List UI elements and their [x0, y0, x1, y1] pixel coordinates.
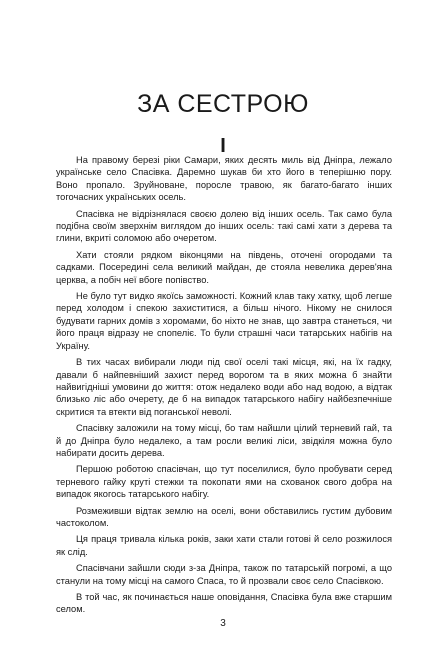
paragraph: Першою роботою спасівчан, що тут поселилися, було пробувати серед терневого гайку круті стежки та покопати ями на схованок свого добра на випадок якогось татарського набігу.: [56, 464, 392, 500]
paragraph: Розмеживши відтак землю на оселі, вони обставились густим дубовим частоколом.: [56, 505, 392, 528]
paragraph: Хати стояли рядком віконцями на південь, оточені огородами та садками. Посередині села великий майдан, де стояла невелика дерев'яна церква, а побіч неї вбоге попівство.: [56, 249, 392, 285]
paragraph: Спасівчани зайшли сюди з-за Дніпра, також по татарській погромі, а що станули на тому місці на самого Спаса, то й прозвали своє село Спасівкою.: [56, 563, 392, 586]
paragraph: Спасівку заложили на тому місці, бо там найшли цілий терневий гай, та й до Дніпра було недалеко, а там росли великі ліси, звідкіля можна було набирати досить дерева.: [56, 423, 392, 458]
paragraph: Не було тут видко якоїсь заможності. Кожний клав таку хатку, щоб легше перед холодом і спекою захиститися, а більш нічого. Нікому не снилося будувати гарних домів з хоромами, бо ніхто не знав, що завтра станеться, чи його праця відразу не спопеліє. То були страшні часи татарських набігів на Україну.: [56, 291, 392, 351]
paragraph: Спасівка не відрізнялася своєю долею від інших осель. Так само була подібна своїм зверхнім виглядом до інших осель: такі самі хати з дерева та глини, вкриті соломою або очеретом.: [56, 208, 392, 244]
paragraph: В тих часах вибирали люди під свої оселі такі місця, які, на їх гадку, давали б найпевніший захист перед ворогом та в яких можна б знайти найвигідніші умовини до життя: отож недалеко води або над водою, а відтак близько ліс або очерету, де б на випадок татарського набігу найбезпечніше скритися та втекти від поганської неволі.: [56, 357, 392, 417]
paragraph: В той час, як починається наше оповідання, Спасівка була вже старшим селом.: [56, 592, 392, 615]
chapter-number: I: [220, 135, 226, 157]
page-number: 3: [220, 618, 226, 629]
paragraph: Ця праця тривала кілька років, заки хати стали готові й село розжилося як слід.: [56, 534, 392, 557]
body-text: [56, 154, 392, 620]
page-title: ЗА СЕСТРОЮ: [137, 90, 309, 118]
paragraph: На правому березі ріки Самари, яких десять миль від Дніпра, лежало українське село Спасівка. Даремно шукав би хто його в теперішню пору. Воно пропало. Зруйноване, поросле травою, як багато-багато інших тогочасних українських осель.: [56, 155, 392, 203]
